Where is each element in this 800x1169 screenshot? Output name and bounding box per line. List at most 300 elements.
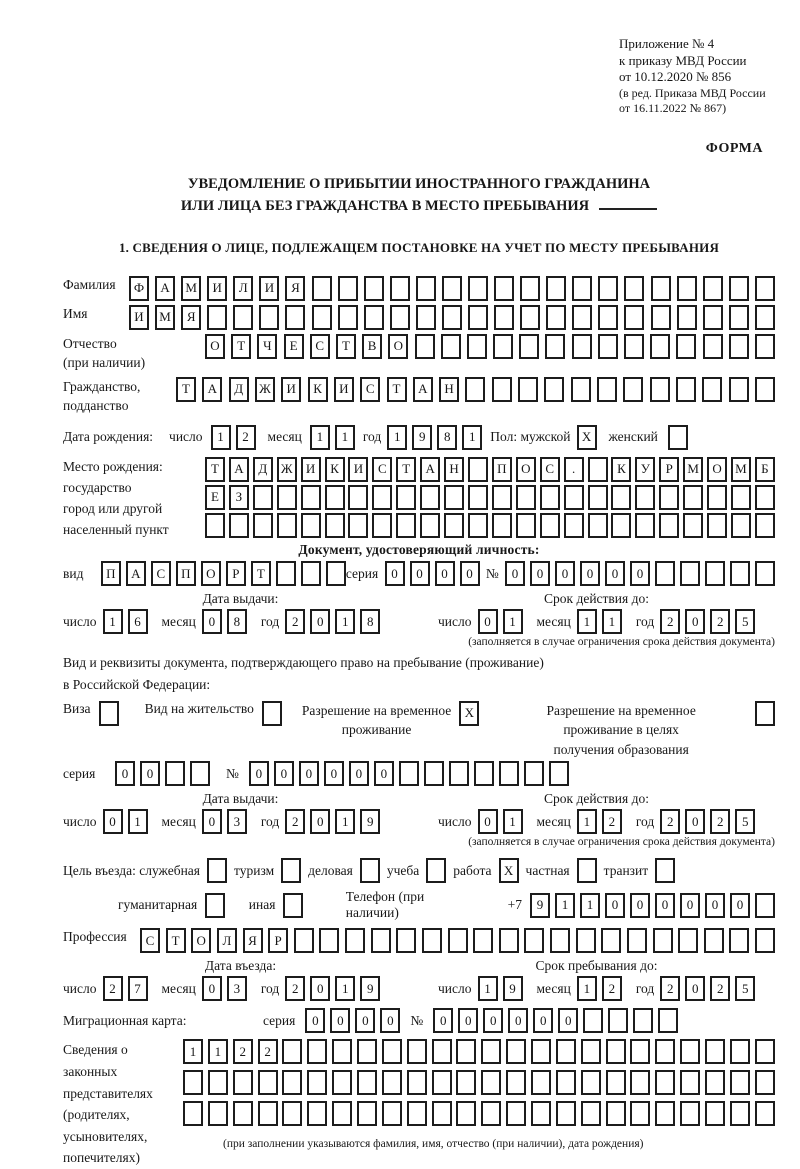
char-cell: 9 (360, 809, 380, 834)
char-cell: 7 (128, 976, 148, 1001)
doc-number-label: № (485, 565, 499, 581)
char-cell (633, 1008, 653, 1033)
char-cell (658, 1008, 678, 1033)
char-cell: Л (217, 928, 237, 953)
char-cell (729, 334, 749, 359)
char-cell (630, 1070, 650, 1095)
char-cell (190, 761, 210, 786)
representatives-cells-row3 (183, 1101, 775, 1126)
char-cell (630, 1101, 650, 1126)
char-cell: И (281, 377, 301, 402)
char-cell: 0 (685, 609, 705, 634)
char-cell (416, 276, 436, 301)
char-cell (731, 485, 751, 510)
purpose-humanitarian-label: гуманитарная (118, 897, 198, 913)
month-label: месяц (267, 429, 302, 445)
char-cell: 1 (503, 809, 523, 834)
char-cell: М (731, 457, 751, 482)
entry-month-cells (202, 976, 247, 1001)
patronymic-cells (205, 334, 775, 359)
char-cell (705, 561, 725, 586)
char-cell: 2 (103, 976, 123, 1001)
requisites-block (619, 36, 775, 117)
char-cell (432, 1070, 452, 1095)
char-cell (492, 377, 512, 402)
migration-number-label: № (410, 1012, 424, 1028)
residence-issue-heading: Дата выдачи: (202, 791, 279, 807)
representatives-row (63, 1039, 775, 1169)
char-cell (420, 485, 440, 510)
purpose-humanitarian-checkbox (205, 893, 225, 918)
char-cell (432, 1101, 452, 1126)
char-cell (683, 485, 703, 510)
residence-doc-types-row (63, 701, 775, 760)
purpose-work-label: работа (453, 862, 492, 878)
char-cell (364, 305, 384, 330)
char-cell: О (191, 928, 211, 953)
char-cell (390, 276, 410, 301)
purpose-work-checkbox (499, 858, 519, 883)
char-cell: Ж (277, 457, 297, 482)
char-cell: М (683, 457, 703, 482)
residence-permit-option (145, 701, 282, 726)
char-cell (345, 928, 365, 953)
char-cell (258, 1070, 278, 1095)
char-cell (281, 858, 301, 883)
char-cell: 0 (274, 761, 294, 786)
char-cell (755, 701, 775, 726)
migration-number-cells (433, 1008, 678, 1033)
char-cell: 2 (710, 976, 730, 1001)
char-cell (481, 1070, 501, 1095)
title-blank-underline (599, 196, 657, 210)
char-cell: Р (268, 928, 288, 953)
char-cell (678, 928, 698, 953)
char-cell: 0 (433, 1008, 453, 1033)
residence-valid-day-cells (478, 809, 523, 834)
char-cell (630, 1039, 650, 1064)
char-cell (262, 701, 282, 726)
char-cell (208, 1101, 228, 1126)
purpose-study-checkbox (426, 858, 446, 883)
char-cell (493, 334, 513, 359)
char-cell: 0 (324, 761, 344, 786)
char-cell: С (372, 457, 392, 482)
requisite-line: к приказу МВД России (619, 52, 747, 68)
char-cell (277, 513, 297, 538)
residence-issue-day-cells (103, 809, 148, 834)
char-cell: 2 (236, 425, 256, 450)
char-cell (444, 485, 464, 510)
char-cell (467, 334, 487, 359)
char-cell: X (459, 701, 479, 726)
char-cell (396, 928, 416, 953)
char-cell (581, 1039, 601, 1064)
char-cell: 0 (380, 1008, 400, 1033)
char-cell: Я (243, 928, 263, 953)
char-cell (598, 276, 618, 301)
char-cell: 0 (330, 1008, 350, 1033)
surname-cells (129, 276, 775, 301)
char-cell: 0 (385, 561, 405, 586)
char-cell: Р (659, 457, 679, 482)
char-cell: 9 (360, 976, 380, 1001)
purpose-tourism-label: туризм (234, 862, 275, 878)
char-cell (282, 1070, 302, 1095)
char-cell: 9 (412, 425, 432, 450)
char-cell (705, 1039, 725, 1064)
char-cell: 0 (103, 809, 123, 834)
char-cell: 0 (630, 561, 650, 586)
char-cell (277, 485, 297, 510)
char-cell (702, 377, 722, 402)
char-cell (465, 377, 485, 402)
visit-purpose-row2 (63, 889, 775, 921)
char-cell (456, 1101, 476, 1126)
purpose-commercial-label: деловая (308, 862, 353, 878)
char-cell (531, 1039, 551, 1064)
residence-doc-note: (заполняется в случае ограничения срока действия документа) (468, 836, 775, 849)
char-cell: 6 (128, 609, 148, 634)
char-cell (655, 1101, 675, 1126)
char-cell (576, 928, 596, 953)
char-cell (492, 485, 512, 510)
visa-option (63, 701, 119, 726)
char-cell: П (492, 457, 512, 482)
char-cell: 1 (335, 809, 355, 834)
char-cell (444, 513, 464, 538)
residence-doc-date-headings (63, 791, 775, 807)
char-cell (627, 928, 647, 953)
char-cell (332, 1070, 352, 1095)
char-cell: . (564, 457, 584, 482)
char-cell: 2 (602, 809, 622, 834)
identity-doc-note: (заполняется в случае ограничения срока действия документа) (468, 636, 775, 649)
char-cell: 2 (285, 609, 305, 634)
name-cells (129, 305, 775, 330)
residence-doc-intro: Вид и реквизиты документа, подтверждающего право на пребывание (проживание) в Российской Федерации: (63, 655, 544, 693)
char-cell: 0 (460, 561, 480, 586)
char-cell: 0 (505, 561, 525, 586)
representatives-cells-block (183, 1039, 775, 1150)
char-cell: 1 (183, 1039, 203, 1064)
stay-month-cells (577, 976, 622, 1001)
char-cell (499, 761, 519, 786)
requisite-line: Приложение № 4 (619, 36, 715, 51)
char-cell (546, 305, 566, 330)
birth-year-cells (387, 425, 482, 450)
name-row (63, 305, 775, 330)
char-cell (524, 761, 544, 786)
purpose-business-checkbox (207, 858, 227, 883)
char-cell: X (577, 425, 597, 450)
char-cell (581, 1101, 601, 1126)
temp-permit-edu-label: Разрешение на временное проживание в целях получения образования (546, 702, 696, 757)
char-cell: 2 (258, 1039, 278, 1064)
char-cell: 3 (227, 809, 247, 834)
char-cell: И (301, 457, 321, 482)
form-title-line2: ИЛИ ЛИЦА БЕЗ ГРАЖДАНСТВА В МЕСТО ПРЕБЫВАНИЯ (63, 195, 775, 217)
char-cell (545, 334, 565, 359)
char-cell: Т (336, 334, 356, 359)
char-cell: Б (755, 457, 775, 482)
char-cell (233, 1070, 253, 1095)
char-cell: 2 (660, 609, 680, 634)
purpose-transit-label: транзит (603, 862, 649, 878)
entry-stay-dates-row (63, 976, 775, 1001)
valid-until-heading: Срок действия до: (544, 591, 649, 607)
char-cell (294, 928, 314, 953)
char-cell: С (151, 561, 171, 586)
char-cell (390, 305, 410, 330)
requisite-line: от 10.12.2020 № 856 (619, 69, 732, 85)
identity-doc-row (63, 561, 775, 586)
char-cell (357, 1070, 377, 1095)
char-cell (399, 761, 419, 786)
char-cell (468, 485, 488, 510)
char-cell: 0 (410, 561, 430, 586)
forma-label: ФОРМА (705, 140, 763, 156)
char-cell (516, 485, 536, 510)
char-cell: 8 (360, 609, 380, 634)
char-cell: 0 (249, 761, 269, 786)
char-cell (426, 858, 446, 883)
char-cell: 2 (710, 609, 730, 634)
char-cell (307, 1101, 327, 1126)
char-cell: Т (166, 928, 186, 953)
char-cell (659, 485, 679, 510)
char-cell: 1 (462, 425, 482, 450)
char-cell (360, 858, 380, 883)
char-cell (258, 1101, 278, 1126)
char-cell (680, 1101, 700, 1126)
surname-label: Фамилия (63, 276, 116, 292)
temp-permit-edu-option (495, 701, 775, 760)
char-cell (581, 1070, 601, 1095)
char-cell (668, 425, 688, 450)
patronymic-row (63, 334, 775, 373)
valid-date-group: число 0 1 месяц 1 1 год 2 0 2 5 (438, 609, 775, 634)
phone-prefix: +7 (507, 897, 522, 913)
char-cell (677, 276, 697, 301)
char-cell: 3 (227, 976, 247, 1001)
char-cell (650, 377, 670, 402)
char-cell: И (259, 276, 279, 301)
valid-day-cells (478, 609, 523, 634)
char-cell: Т (396, 457, 416, 482)
char-cell (680, 1070, 700, 1095)
char-cell: 9 (503, 976, 523, 1001)
char-cell (468, 457, 488, 482)
char-cell (326, 561, 346, 586)
representatives-label: Сведения о законных представителях (родителях, усыновителях, попечителях) (63, 1042, 153, 1166)
char-cell: 1 (580, 893, 600, 918)
char-cell: Н (439, 377, 459, 402)
char-cell: 0 (310, 809, 330, 834)
char-cell (606, 1039, 626, 1064)
char-cell (707, 485, 727, 510)
char-cell: 0 (305, 1008, 325, 1033)
char-cell: Я (181, 305, 201, 330)
char-cell (571, 377, 591, 402)
residence-valid-month-cells (577, 809, 622, 834)
residence-doc-series-row (63, 761, 775, 786)
char-cell (396, 513, 416, 538)
temp-permit-label: Разрешение на временное проживание (301, 702, 452, 738)
identity-doc-dates-row (63, 609, 775, 634)
char-cell: 2 (285, 809, 305, 834)
char-cell: У (635, 457, 655, 482)
char-cell (606, 1101, 626, 1126)
char-cell: 1 (478, 976, 498, 1001)
char-cell (683, 513, 703, 538)
char-cell (598, 334, 618, 359)
char-cell: А (155, 276, 175, 301)
char-cell: И (334, 377, 354, 402)
char-cell (506, 1101, 526, 1126)
migration-card-label: Миграционная карта: (63, 1012, 187, 1028)
char-cell (282, 1101, 302, 1126)
char-cell (676, 334, 696, 359)
char-cell (338, 276, 358, 301)
char-cell (531, 1101, 551, 1126)
char-cell (233, 305, 253, 330)
char-cell: 1 (503, 609, 523, 634)
char-cell (325, 485, 345, 510)
char-cell: 1 (310, 425, 330, 450)
profession-row (63, 928, 775, 953)
char-cell (705, 1101, 725, 1126)
char-cell (474, 761, 494, 786)
char-cell: А (229, 457, 249, 482)
valid-month-cells (577, 609, 622, 634)
char-cell: 0 (555, 561, 575, 586)
char-cell: М (181, 276, 201, 301)
char-cell (624, 334, 644, 359)
char-cell (611, 485, 631, 510)
char-cell (448, 928, 468, 953)
citizenship-cells (176, 377, 775, 402)
birthplace-cells-row1 (205, 457, 775, 482)
char-cell: 0 (202, 976, 222, 1001)
char-cell (583, 1008, 603, 1033)
char-cell (416, 305, 436, 330)
char-cell: 0 (533, 1008, 553, 1033)
char-cell (755, 377, 775, 402)
char-cell (564, 485, 584, 510)
char-cell: Т (231, 334, 251, 359)
birthplace-cells-row3 (205, 513, 775, 538)
char-cell: 2 (233, 1039, 253, 1064)
char-cell (544, 377, 564, 402)
char-cell (755, 276, 775, 301)
char-cell (165, 761, 185, 786)
char-cell (518, 377, 538, 402)
entry-date-heading: Дата въезда: (204, 958, 277, 974)
char-cell (283, 893, 303, 918)
char-cell: 1 (555, 893, 575, 918)
char-cell: Т (387, 377, 407, 402)
char-cell (207, 305, 227, 330)
form-title (63, 173, 775, 218)
birth-date-row (63, 425, 775, 450)
char-cell (755, 893, 775, 918)
char-cell (481, 1039, 501, 1064)
char-cell: П (176, 561, 196, 586)
char-cell: Ф (129, 276, 149, 301)
char-cell: З (229, 485, 249, 510)
char-cell (325, 513, 345, 538)
char-cell: 0 (202, 809, 222, 834)
doc-series-label: серия (345, 565, 379, 581)
char-cell: 0 (685, 976, 705, 1001)
char-cell: 1 (335, 609, 355, 634)
identity-doc-heading: Документ, удостоверяющий личность: (298, 542, 540, 558)
char-cell: 0 (508, 1008, 528, 1033)
char-cell (205, 893, 225, 918)
char-cell (207, 858, 227, 883)
char-cell (357, 1039, 377, 1064)
char-cell (755, 305, 775, 330)
char-cell: 9 (530, 893, 550, 918)
char-cell (730, 1070, 750, 1095)
char-cell: Е (284, 334, 304, 359)
char-cell: 0 (685, 809, 705, 834)
stay-date-group: число 1 9 месяц 1 2 год 2 0 2 5 (438, 976, 775, 1001)
char-cell (755, 561, 775, 586)
char-cell (606, 1070, 626, 1095)
char-cell (729, 305, 749, 330)
birth-day-cells (211, 425, 256, 450)
char-cell: X (499, 858, 519, 883)
char-cell: 0 (115, 761, 135, 786)
char-cell: 2 (710, 809, 730, 834)
stay-until-heading: Срок пребывания до: (535, 958, 658, 974)
char-cell (659, 513, 679, 538)
char-cell (730, 561, 750, 586)
char-cell: С (360, 377, 380, 402)
char-cell: 0 (310, 976, 330, 1001)
char-cell: Д (229, 377, 249, 402)
char-cell (651, 276, 671, 301)
char-cell: 5 (735, 609, 755, 634)
char-cell (312, 276, 332, 301)
char-cell (755, 485, 775, 510)
patronymic-label: Отчество (при наличии) (63, 335, 146, 371)
char-cell (520, 305, 540, 330)
temp-permit-checkbox (459, 701, 479, 726)
char-cell (651, 305, 671, 330)
char-cell: А (420, 457, 440, 482)
char-cell: 1 (128, 809, 148, 834)
char-cell: А (413, 377, 433, 402)
char-cell: 0 (483, 1008, 503, 1033)
char-cell: Ж (255, 377, 275, 402)
char-cell: 0 (349, 761, 369, 786)
char-cell (208, 1070, 228, 1095)
char-cell (653, 928, 673, 953)
char-cell (407, 1101, 427, 1126)
char-cell (677, 305, 697, 330)
birthplace-cells-block (205, 457, 775, 538)
sex-female-checkbox (668, 425, 688, 450)
char-cell: 0 (140, 761, 160, 786)
char-cell (655, 858, 675, 883)
char-cell: 0 (458, 1008, 478, 1033)
char-cell (253, 513, 273, 538)
char-cell (635, 485, 655, 510)
char-cell (655, 1039, 675, 1064)
